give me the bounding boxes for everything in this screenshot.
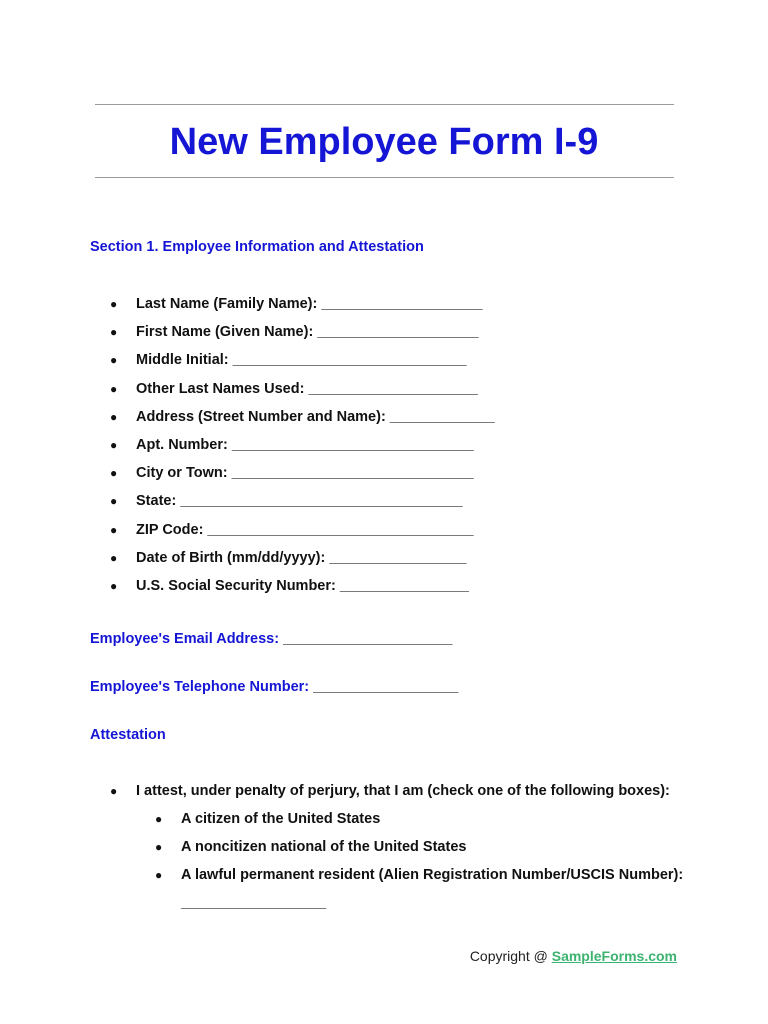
telephone-blank[interactable]: __________________ <box>313 679 459 695</box>
bullet-icon: ● <box>110 578 118 593</box>
bottom-rule <box>95 177 674 178</box>
bullet-icon: ● <box>110 297 118 311</box>
bullet-icon: ● <box>110 522 118 537</box>
attest-statement: ● I attest, under penalty of perjury, that I am (check one of the following boxes): <box>110 779 670 807</box>
bullet-icon: ● <box>110 325 118 340</box>
field-middle-initial[interactable]: ● Middle Initial: _____________________________ <box>110 348 495 376</box>
section-heading: Section 1. Employee Information and Attestation <box>90 239 424 255</box>
bullet-icon: ● <box>155 812 163 826</box>
field-first-name[interactable]: ● First Name (Given Name): ____________________ <box>110 320 495 348</box>
telephone-label: Employee's Telephone Number: <box>90 679 310 695</box>
option-citizen[interactable]: ● A citizen of the United States <box>155 807 683 835</box>
bullet-icon: ● <box>110 437 118 452</box>
field-dob[interactable]: ● Date of Birth (mm/dd/yyyy): _________________ <box>110 546 495 574</box>
field-state[interactable]: ● State: ___________________________________ <box>110 489 495 517</box>
bullet-icon: ● <box>155 840 163 854</box>
telephone-field[interactable] <box>90 679 458 695</box>
email-field[interactable] <box>90 631 452 647</box>
alien-number-blank[interactable]: __________________ <box>181 895 327 911</box>
field-other-last-names[interactable]: ● Other Last Names Used: _____________________ <box>110 377 495 405</box>
field-address[interactable]: ● Address (Street Number and Name): _____________ <box>110 405 495 433</box>
email-label: Employee's Email Address: <box>90 631 280 647</box>
attestation-list <box>110 779 670 807</box>
email-blank[interactable]: _____________________ <box>283 631 453 647</box>
attest-options <box>155 807 683 891</box>
copyright-text: Copyright @ <box>469 948 552 964</box>
bullet-icon: ● <box>110 381 118 396</box>
page-title: New Employee Form I-9 <box>169 121 599 163</box>
footer <box>470 948 677 964</box>
option-noncitizen-national[interactable]: ● A noncitizen national of the United States <box>155 835 683 863</box>
option-permanent-resident[interactable]: ● A lawful permanent resident (Alien Registration Number/USCIS Number): <box>155 863 683 891</box>
bullet-icon: ● <box>110 466 118 481</box>
bullet-icon: ● <box>155 868 163 882</box>
bullet-icon: ● <box>110 494 118 509</box>
field-zip[interactable]: ● ZIP Code: _________________________________ <box>110 518 495 546</box>
field-apt-number[interactable]: ● Apt. Number: ______________________________ <box>110 433 495 461</box>
field-ssn[interactable]: ● U.S. Social Security Number: ________________ <box>110 574 495 602</box>
brand-link[interactable]: SampleForms.com <box>551 948 677 964</box>
bullet-icon: ● <box>110 409 118 424</box>
bullet-icon: ● <box>110 550 118 565</box>
attestation-heading: Attestation <box>90 727 166 743</box>
top-rule <box>95 104 674 105</box>
bullet-icon: ● <box>110 784 118 798</box>
bullet-icon: ● <box>110 353 118 368</box>
field-list <box>110 292 495 602</box>
field-city[interactable]: ● City or Town: ______________________________ <box>110 461 495 489</box>
field-last-name[interactable]: ● Last Name (Family Name): ____________________ <box>110 292 495 320</box>
